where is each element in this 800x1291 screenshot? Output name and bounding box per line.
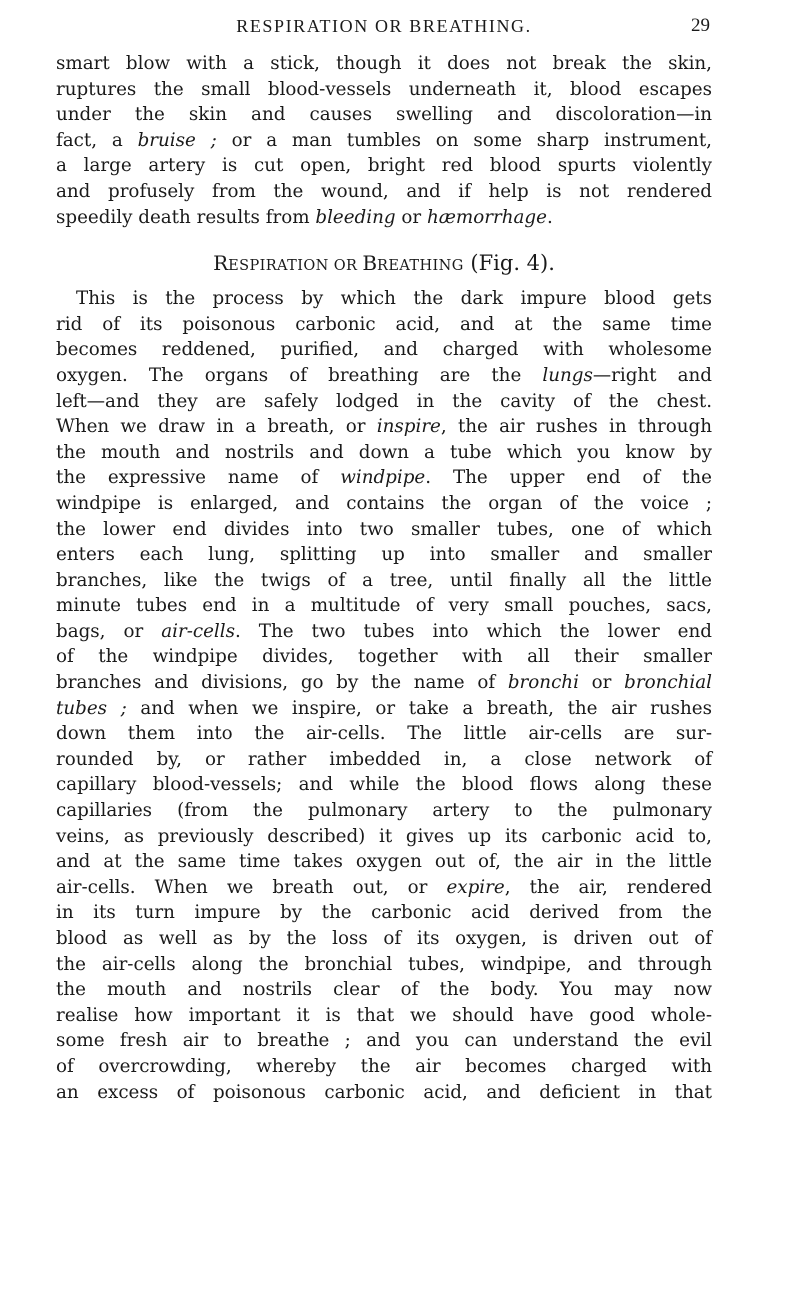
text-line: rid of its poisonous carbonic acid, and at the same time	[56, 313, 712, 335]
heading-initial: B	[362, 251, 378, 276]
text-line: an excess of poisonous carbonic acid, and deficient in that	[56, 1081, 712, 1103]
text-line: ruptures the small blood-vessels underneath it, blood escapes	[56, 78, 712, 100]
text-line	[56, 875, 712, 901]
text-run: or a man tumbles on some sharp instrument,	[216, 129, 712, 151]
text-line: under the skin and causes swelling and discoloration—in	[56, 104, 712, 126]
text-run: bags, or	[56, 620, 162, 642]
text-line: capillary blood-vessels; and while the blood flows along these	[56, 774, 712, 796]
text-line: in its turn impure by the carbonic acid derived from the	[56, 902, 712, 924]
figure-reference: (Fig. 4).	[463, 251, 555, 276]
text-line: becomes reddened, purified, and charged with wholesome	[56, 339, 712, 361]
text-line: enters each lung, splitting up into smaller and smaller	[56, 544, 712, 566]
text-line	[56, 128, 712, 154]
text-run: branches and divisions, go by the name of	[56, 672, 508, 694]
emphasis-windpipe: windpipe	[340, 467, 426, 489]
text-run: , the air rushes in through	[440, 416, 712, 438]
text-line: branches, like the twigs of a tree, until finally all the little	[56, 569, 712, 591]
emphasis-tubes: tubes ;	[56, 697, 127, 719]
text-line: minute tubes end in a multitude of very small pouches, sacs,	[56, 595, 712, 617]
text-line: the mouth and nostrils clear of the body. You may now	[56, 979, 712, 1001]
emphasis-inspire: inspire	[376, 416, 441, 438]
text-run: . The upper end of the	[425, 467, 712, 489]
text-line	[56, 414, 712, 440]
emphasis-air-cells: air-cells	[161, 620, 235, 642]
body-text	[56, 51, 712, 1105]
text-line	[56, 670, 712, 696]
text-line: down them into the air-cells. The little air-cells are sur-	[56, 723, 712, 745]
text-run: . The two tubes into which the lower end	[235, 620, 712, 642]
text-line	[56, 205, 712, 231]
text-line: a large artery is cut open, bright red blood spurts violently	[56, 155, 712, 177]
text-line: and at the same time takes oxygen out of, the air in the little	[56, 851, 712, 873]
heading-smallcaps: ESPIRATION OR	[228, 258, 363, 275]
text-run: , the air, rendered	[504, 876, 712, 898]
text-line: left—and they are safely lodged in the cavity of the chest.	[56, 390, 712, 412]
text-line: the air-cells along the bronchial tubes, windpipe, and through	[56, 953, 712, 975]
text-line: veins, as previously described) it gives up its carbonic acid to,	[56, 825, 712, 847]
text-run: .	[546, 206, 553, 228]
text-run: oxygen. The organs of breathing are the	[56, 364, 543, 386]
text-line: smart blow with a stick, though it does not break the skin,	[56, 53, 712, 74]
heading-smallcaps: REATHING	[377, 258, 464, 275]
text-line	[56, 696, 712, 722]
paragraph-1	[56, 51, 712, 230]
emphasis-expire: expire	[446, 876, 505, 898]
text-line: and profusely from the wound, and if help is not rendered	[56, 180, 712, 202]
text-line	[56, 363, 712, 389]
text-run: the expressive name of	[56, 467, 341, 489]
emphasis-haemorrhage: hæmorrhage	[426, 206, 547, 228]
text-line: of overcrowding, whereby the air becomes charged with	[56, 1055, 712, 1077]
text-run: —right and	[592, 364, 712, 386]
text-run: air-cells. When we breath out, or	[56, 876, 447, 898]
text-line: the mouth and nostrils and down a tube which you know by	[56, 441, 712, 463]
emphasis-bronchial: bronchial	[624, 672, 712, 694]
text-line: blood as well as by the loss of its oxygen, is driven out of	[56, 928, 712, 949]
text-line	[56, 465, 712, 491]
emphasis-lungs: lungs	[542, 364, 593, 386]
text-run: speedily death results from	[56, 206, 316, 228]
page-number: 29	[691, 15, 710, 36]
text-line: some fresh air to breathe ; and you can understand the evil	[56, 1030, 712, 1052]
emphasis-bronchi: bronchi	[507, 672, 579, 694]
text-line: This is the process by which the dark impure blood gets	[76, 288, 712, 310]
emphasis-bruise: bruise ;	[137, 129, 217, 151]
text-line: realise how important it is that we should have good whole-	[56, 1004, 712, 1026]
text-run: and when we inspire, or take a breath, the air rushes	[126, 697, 712, 719]
text-line: rounded by, or rather imbedded in, a close network of	[56, 748, 712, 770]
text-run: When we draw in a breath, or	[56, 416, 377, 438]
running-title: RESPIRATION OR BREATHING.	[236, 16, 532, 36]
heading-initial: R	[213, 251, 229, 276]
section-heading	[56, 250, 712, 276]
text-line: capillaries (from the pulmonary artery to the pulmonary	[56, 800, 712, 822]
emphasis-bleeding: bleeding	[315, 206, 396, 228]
paragraph-2	[56, 286, 712, 1105]
text-line	[56, 619, 712, 645]
text-run: or	[578, 672, 625, 694]
running-head	[58, 14, 710, 38]
text-line: windpipe is enlarged, and contains the organ of the voice ;	[56, 492, 712, 514]
text-line: the lower end divides into two smaller tubes, one of which	[56, 518, 712, 540]
text-run: or	[395, 206, 427, 228]
text-line: of the windpipe divides, together with all their smaller	[56, 646, 712, 668]
text-run: fact, a	[56, 129, 138, 151]
